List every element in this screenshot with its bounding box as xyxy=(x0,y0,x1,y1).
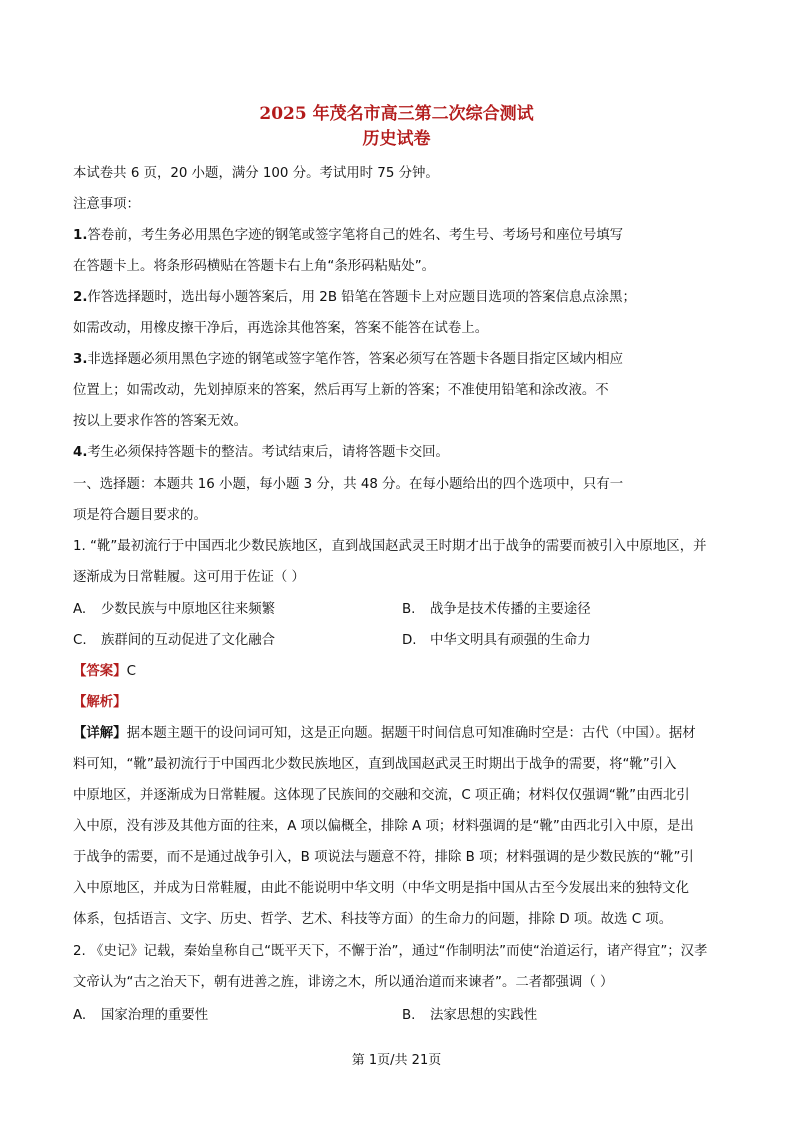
question-1-analysis-heading xyxy=(73,691,127,710)
question-1-option-d: D. 中华文明具有顽强的生命力 xyxy=(402,633,591,648)
notice-4-line-1: 4.考生必须保持答题卡的整洁。考试结束后，请将答题卡交回。 xyxy=(73,445,449,460)
answer-value: C xyxy=(126,664,136,679)
answer-tag: 【答案】 xyxy=(73,664,127,679)
question-1-detail-line-2: 料可知，“靴”最初流行于中国西北少数民族地区，直到战国赵武灵王时期出于战争的需要，将“靴”引入 xyxy=(73,757,677,772)
question-1-detail-line-5: 于战争的需要，而不是通过战争引入，B 项说法与题意不符，排除 B 项；材料强调的是少数民族的“靴”引 xyxy=(73,850,694,865)
exam-subtitle: 历史试卷 xyxy=(362,129,431,149)
question-1-detail-line-4: 入中原，没有涉及其他方面的往来，A 项以偏概全，排除 A 项；材料强调的是“靴”由西北引入中原，是出 xyxy=(73,819,694,834)
question-1-detail-line-1: 【详解】据本题主题干的设问词可知，这是正向题。据题干时间信息可知准确时空是：古代（中国）。据材 xyxy=(73,726,696,741)
page-number: 第 1页/共 21页 xyxy=(351,1053,442,1068)
question-2-option-a: A. 国家治理的重要性 xyxy=(73,1008,209,1023)
question-2-stem-line-1: 2. 《史记》记载，秦始皇称自己“既平天下，不懈于治”，通过“作制明法”而使“治道运行，诸产得宜”；汉孝 xyxy=(73,944,708,959)
question-1-detail-line-6: 入中原地区，并成为日常鞋履，由此不能说明中华文明（中华文明是指中国从古至今发展出来的独特文化 xyxy=(73,881,689,896)
question-2-option-b: B. 法家思想的实践性 xyxy=(402,1008,538,1023)
detail-tag: 【详解】 xyxy=(73,726,127,741)
section-heading-line-2: 项是符合题目要求的。 xyxy=(73,508,207,523)
notice-3-line-1: 3.非选择题必须用黑色字迹的钢笔或签字笔作答，答案必须写在答题卡各题目指定区域内相应 xyxy=(73,352,624,367)
notice-2-line-1: 2.作答选择题时，选出每小题答案后，用 2B 铅笔在答题卡上对应题目选项的答案信息点涂黑； xyxy=(73,290,636,305)
notice-number: 2. xyxy=(73,290,88,305)
exam-intro: 本试卷共 6 页，20 小题，满分 100 分。考试用时 75 分钟。 xyxy=(73,166,439,181)
section-heading-line-1: 一、选择题：本题共 16 小题，每小题 3 分，共 48 分。在每小题给出的四个选项中，只有一 xyxy=(73,477,624,492)
notice-3-line-2: 位置上；如需改动，先划掉原来的答案，然后再写上新的答案；不准使用铅笔和涂改液。不 xyxy=(73,383,609,398)
question-1-option-c: C. 族群间的互动促进了文化融合 xyxy=(73,633,276,648)
question-2-stem-line-2: 文帝认为“古之治天下，朝有进善之旌，诽谤之木，所以通治道而来谏者”。二者都强调（ ） xyxy=(73,975,614,990)
exam-title: 2025 年茂名市高三第二次综合测试 xyxy=(259,104,534,124)
question-1-option-b: B. 战争是技术传播的主要途径 xyxy=(402,602,591,617)
notice-1-line-1: 1.答卷前，考生务必用黑色字迹的钢笔或签字笔将自己的姓名、考生号、考场号和座位号填写 xyxy=(73,228,624,243)
question-1-stem-line-2: 逐渐成为日常鞋履。这可用于佐证（ ） xyxy=(73,570,305,585)
question-1-detail-line-7: 体系，包括语言、文字、历史、哲学、艺术、科技等方面）的生命力的问题，排除 D 项。故选 C 项。 xyxy=(73,912,673,927)
analysis-tag: 【解析】 xyxy=(73,695,127,710)
notice-1-line-2: 在答题卡上。将条形码横贴在答题卡右上角“条形码粘贴处”。 xyxy=(73,259,436,274)
question-1-stem-line-1: 1. “靴”最初流行于中国西北少数民族地区，直到战国赵武灵王时期才出于战争的需要而被引入中原地区，并 xyxy=(73,539,707,554)
question-1-option-a: A. 少数民族与中原地区往来频繁 xyxy=(73,602,276,617)
notice-number: 3. xyxy=(73,352,88,367)
notice-heading: 注意事项： xyxy=(73,197,140,212)
notice-3-line-3: 按以上要求作答的答案无效。 xyxy=(73,414,248,429)
notice-number: 1. xyxy=(73,228,88,243)
question-1-detail-line-3: 中原地区，并逐渐成为日常鞋履。这体现了民族间的交融和交流，C 项正确；材料仅仅强调“靴”由西北引 xyxy=(73,788,690,803)
notice-number: 4. xyxy=(73,445,88,460)
notice-2-line-2: 如需改动，用橡皮擦干净后，再选涂其他答案，答案不能答在试卷上。 xyxy=(73,321,489,336)
question-1-answer xyxy=(73,660,136,679)
